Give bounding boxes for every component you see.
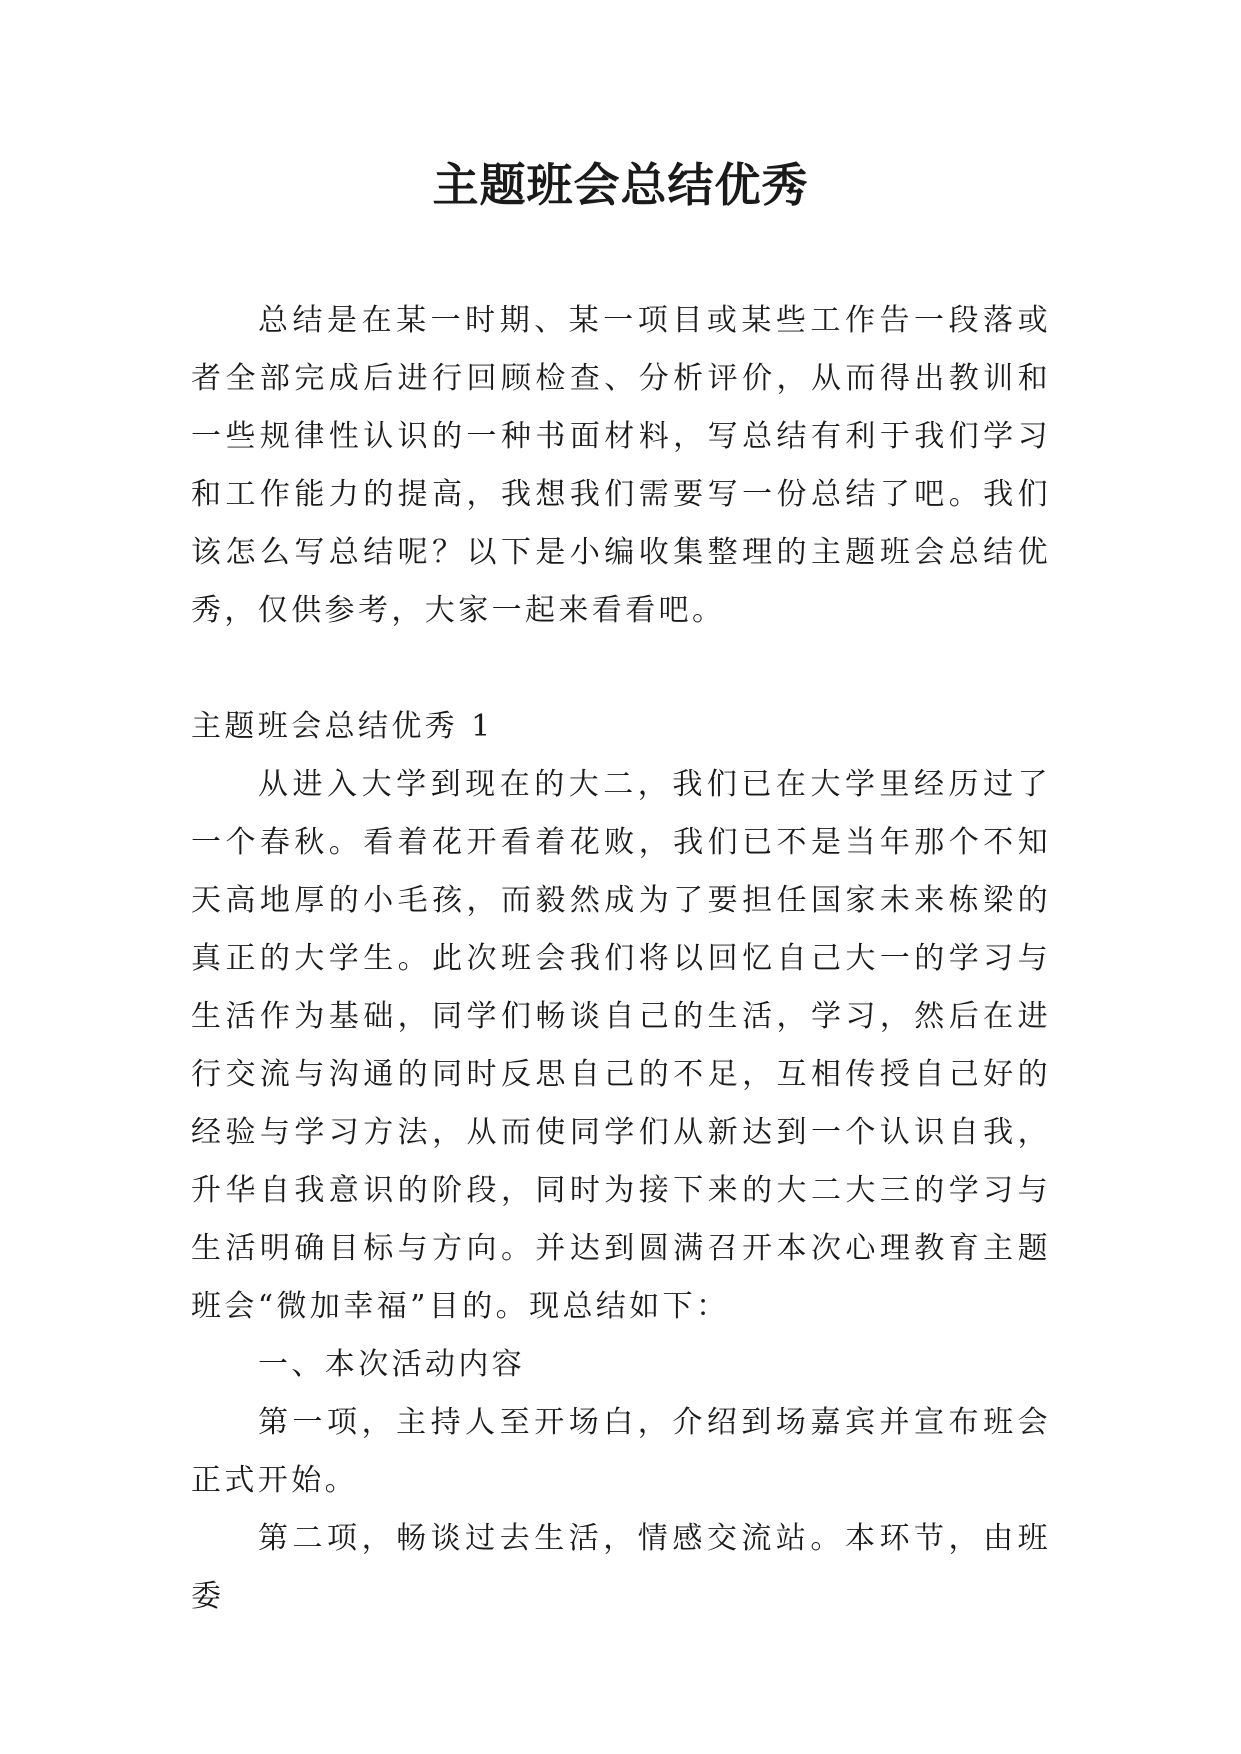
body-paragraph: 第二项，畅谈过去生活，情感交流站。本环节，由班委 (191, 1521, 1051, 1614)
subsection-heading: 一、本次活动内容 (258, 1347, 526, 1382)
document-title: 主题班会总结优秀 (432, 158, 809, 212)
intro-paragraph: 总结是在某一时期、某一项目或某些工作告一段落或者全部完成后进行回顾检查、分析评价，从而得出教训和一些规律性认识的一种书面材料，写总结有利于我们学习和工作能力的提高，我想我们需要写一份总结了吧。我们该怎么写总结呢？以下是小编收集整理的主题班会总结优秀，仅供参考，大家一起来看看吧。 (191, 303, 1051, 628)
document-body (191, 292, 1051, 1626)
body-paragraph: 第一项，主持人至开场白，介绍到场嘉宾并宣布班会正式开始。 (191, 1405, 1051, 1498)
body-paragraph: 从进入大学到现在的大二，我们已在大学里经历过了一个春秋。看着花开看着花败，我们已不是当年那个不知天高地厚的小毛孩，而毅然成为了要担任国家未来栋梁的真正的大学生。此次班会我们将以回忆自己大一的学习与生活作为基础，同学们畅谈自己的生活，学习，然后在进行交流与沟通的同时反思自己的不足，互相传授自己好的经验与学习方法，从而使同学们从新达到一个认识自我，升华自我意识的阶段，同时为接下来的大二大三的学习与生活明确目标与方向。并达到圆满召开本次心理教育主题班会“微加幸福”目的。现总结如下： (191, 767, 1051, 1324)
section-heading: 主题班会总结优秀 1 (191, 709, 494, 744)
